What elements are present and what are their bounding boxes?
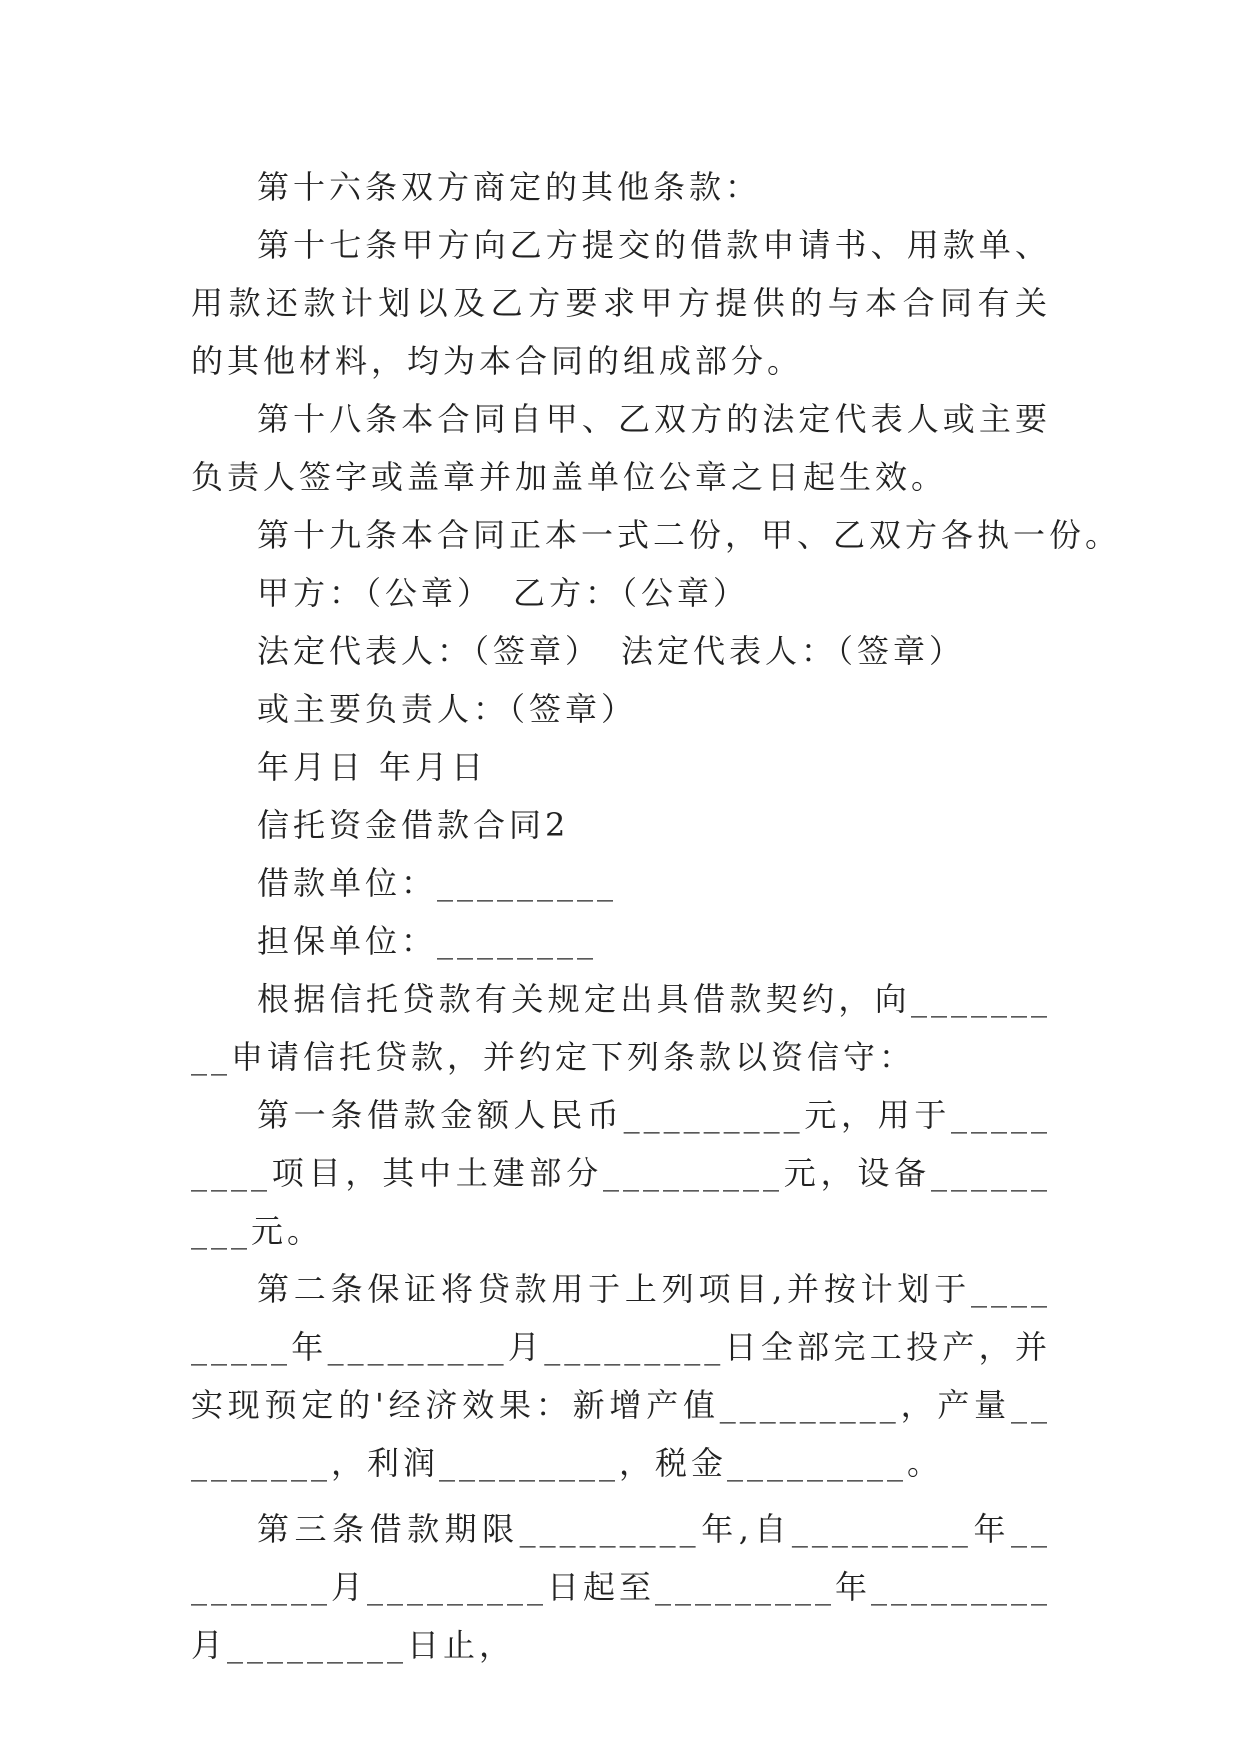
clause-16: 第十六条双方商定的其他条款：	[257, 168, 762, 206]
borrower-field: 借款单位：_________	[257, 864, 618, 902]
contract-title-2: 信托资金借款合同2	[257, 806, 570, 844]
clause-19: 第十九条本合同正本一式二份，甲、乙双方各执一份。	[257, 516, 1122, 554]
spacer	[191, 1492, 1051, 1500]
legal-representatives: 法定代表人：（签章） 法定代表人：（签章）	[257, 632, 966, 670]
document-body	[191, 158, 1122, 1674]
party-seals: 甲方：（公章） 乙方：（公章）	[257, 574, 750, 612]
guarantor-field: 担保单位：________	[257, 922, 598, 960]
signature-dates: 年月日 年月日	[257, 748, 488, 786]
principal-responsible: 或主要负责人：（签章）	[257, 690, 638, 728]
preamble: 根据信托贷款有关规定出具借款契约，向_________申请信托贷款，并约定下列条款以资信守：	[191, 980, 1051, 1076]
article-2: 第二条保证将贷款用于上列项目,并按计划于_________年_________月_________日全部完工投产，并实现预定的'经济效果：新增产值_________，产量_________，利润_________，税金_________。	[191, 1270, 1051, 1482]
clause-18: 第十八条本合同自甲、乙双方的法定代表人或主要负责人签字或盖章并加盖单位公章之日起生效。	[191, 400, 1051, 496]
clause-17: 第十七条甲方向乙方提交的借款申请书、用款单、用款还款计划以及乙方要求甲方提供的与本合同有关的其他材料，均为本合同的组成部分。	[191, 226, 1051, 380]
article-3: 第三条借款期限_________年,自_________年_________月_________日起至_________年_________月_________日止，	[191, 1510, 1052, 1664]
article-1: 第一条借款金额人民币_________元，用于_________项目，其中土建部分_________元，设备_________元。	[191, 1096, 1051, 1250]
